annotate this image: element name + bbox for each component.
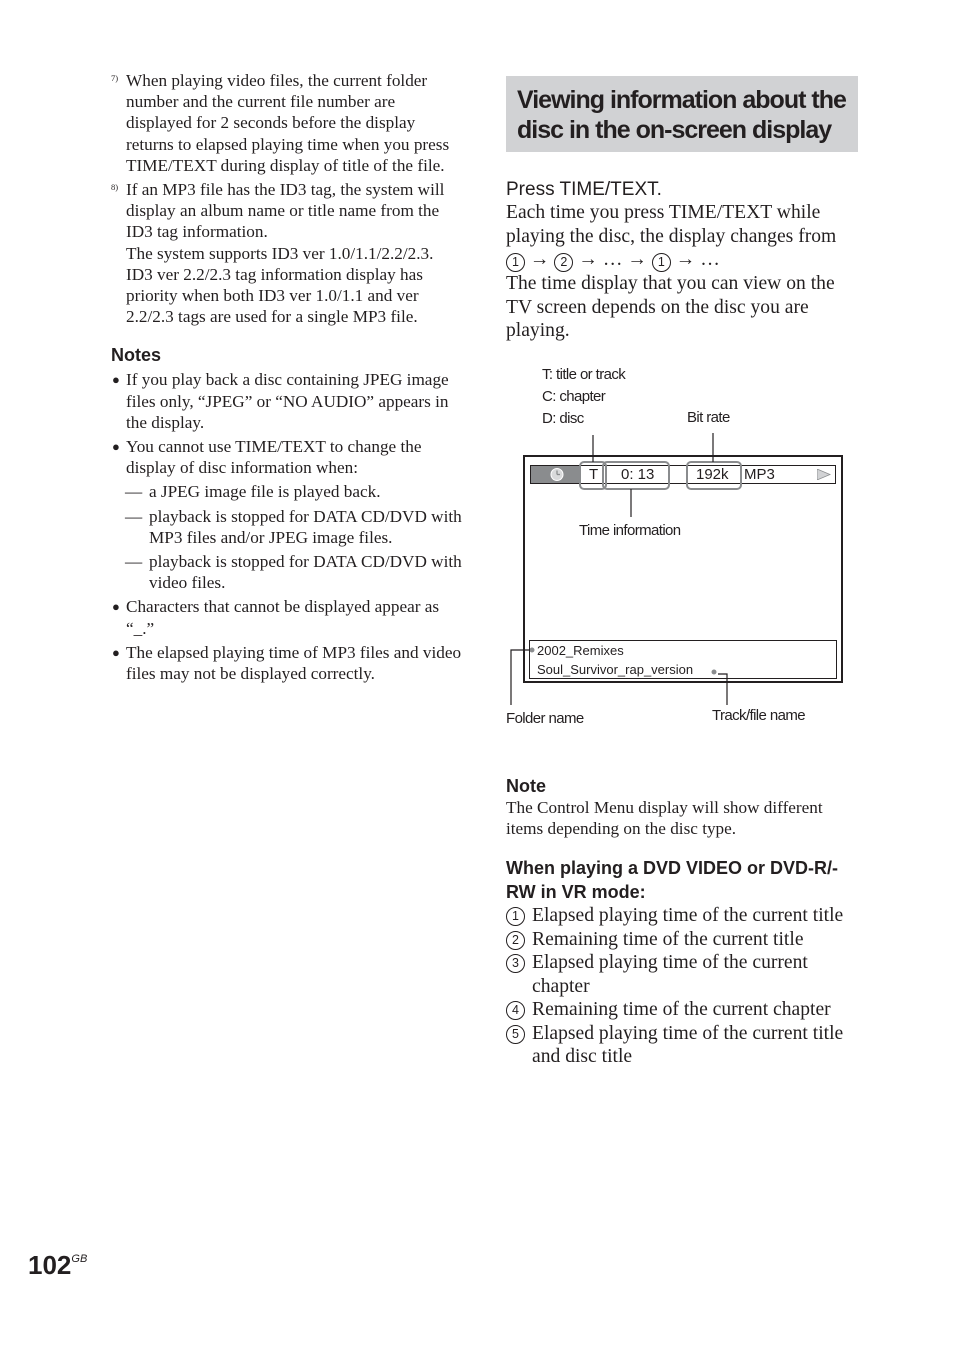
note-text: Characters that cannot be displayed appear as “_.” (126, 597, 440, 638)
osd-time: 0: 13 (621, 466, 655, 483)
note-body: The Control Menu display will show different items depending on the disc type. (506, 798, 823, 838)
notes-heading: Notes (111, 345, 162, 366)
circled-number: 1 (652, 253, 671, 272)
dvd-subheading: When playing a DVD VIDEO or DVD-R/-RW in VR mode: (506, 858, 839, 902)
page-number-value: 102 (28, 1250, 72, 1280)
arrow-icon: → (578, 249, 598, 270)
section-heading-line: Viewing information about the (517, 86, 846, 114)
dash-icon: — (125, 482, 143, 502)
list-item-text: Elapsed playing time of the current title and disc title (532, 1022, 844, 1067)
list-item-text: Elapsed playing time of the current title (532, 905, 844, 926)
circled-number: 5 (506, 1025, 525, 1044)
arrow-icon: → (529, 249, 550, 270)
osd-bit-rate: 192k (696, 466, 729, 483)
list-item-text: Elapsed playing time of the current chapter (532, 952, 808, 997)
footnote-text: When playing video files, the current folder number and the current file number are displayed for 2 seconds before the display returns to elapsed playing time when you press TIME/TEXT during display of title of the file. (126, 71, 450, 175)
step-paragraph: The time display that you can view on the TV screen depends on the disc you are playing. (506, 273, 835, 341)
bullet-icon: ● (112, 439, 120, 455)
circled-number: 2 (554, 253, 573, 272)
label-bit-rate: Bit rate (687, 409, 730, 426)
page-number-suffix: GB (71, 1253, 88, 1265)
circled-number: 2 (506, 931, 525, 950)
folder-name-text: 2002_Remixes (537, 643, 624, 658)
circled-number: 1 (506, 253, 525, 272)
list-item-text: Remaining time of the current chapter (532, 999, 831, 1020)
osd-track-type: T (589, 466, 599, 483)
circled-number: 1 (506, 907, 525, 926)
label-chapter: C: chapter (542, 388, 606, 405)
sub-note-text: a JPEG image file is played back. (149, 482, 381, 502)
track-name-text: Soul_Survivor_rap_version (537, 662, 694, 677)
page-number (28, 1250, 87, 1281)
footnote-mark: 7) (111, 73, 119, 83)
osd-info-box (529, 640, 837, 679)
list-item (506, 928, 858, 952)
dash-icon: — (125, 552, 143, 572)
footnote-text-2: The system supports ID3 ver 1.0/1.1/2.2/2.3. ID3 ver 2.2/2.3 tag information display has priority when both ID3 ver 1.0/1.1 and ver 2.2/2.3 tags are used for a single MP3 file. (126, 243, 434, 327)
list-item (506, 951, 858, 998)
arrow-icon: → (675, 249, 696, 270)
label-track-file-name: Track/file name (712, 707, 805, 724)
list-item (506, 904, 858, 928)
ellipsis: … (602, 249, 623, 270)
label-disc: D: disc (542, 410, 584, 427)
sub-note-text: playback is stopped for DATA CD/DVD with video files. (149, 552, 462, 593)
bullet-icon: ● (112, 644, 120, 660)
label-time-information: Time information (579, 522, 681, 539)
label-folder-name: Folder name (506, 710, 584, 727)
list-item (506, 1022, 858, 1069)
ellipsis: … (700, 249, 720, 270)
footnote-text: If an MP3 file has the ID3 tag, the system will display an album name or title name from the ID3 tag information. (126, 180, 445, 242)
label-title-track: T: title or track (542, 366, 626, 383)
note-text: The elapsed playing time of MP3 files and video files may not be displayed correctly. (126, 642, 462, 684)
bullet-icon: ● (112, 599, 120, 615)
note-text: If you play back a disc containing JPEG image files only, “JPEG” or “NO AUDIO” appears in the display. (126, 370, 449, 432)
circled-number: 3 (506, 954, 525, 973)
osd-format: MP3 (744, 466, 775, 483)
step-title: Press TIME/TEXT. (506, 179, 662, 200)
list-item-text: Remaining time of the current title (532, 928, 804, 950)
sub-note-text: playback is stopped for DATA CD/DVD with MP3 files and/or JPEG image files. (149, 506, 462, 547)
footnote-mark: 8) (111, 182, 119, 193)
dvd-info-list (506, 904, 858, 1069)
note-text: You cannot use TIME/TEXT to change the display of disc information when: (126, 437, 422, 478)
list-item (506, 998, 858, 1022)
circled-number: 4 (506, 1001, 525, 1020)
bullet-icon: ● (112, 372, 120, 388)
arrow-icon: → (627, 249, 647, 270)
note-section (506, 776, 858, 1069)
dash-icon: — (125, 506, 143, 526)
section-heading-line: disc in the on-screen display (517, 116, 832, 144)
step-paragraph: Each time you press TIME/TEXT while playing the disc, the display changes from (506, 202, 837, 247)
note-heading: Note (506, 776, 546, 796)
